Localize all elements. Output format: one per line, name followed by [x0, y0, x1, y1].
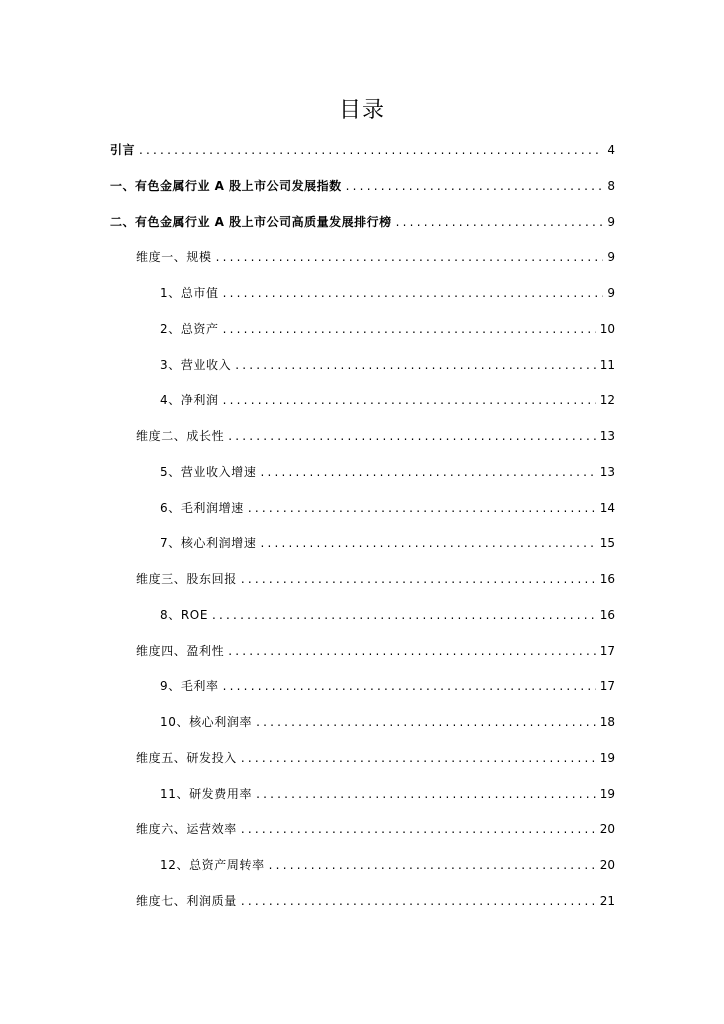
toc-entry-page-number: 19: [599, 751, 615, 765]
toc-entry-page-number: 9: [607, 215, 615, 229]
toc-entry-page-number: 10: [599, 322, 615, 336]
toc-leader-dots: [216, 248, 604, 266]
toc-entry-label: 1、总市值: [160, 286, 219, 300]
toc-entry[interactable]: [160, 284, 615, 302]
toc-entry-label: 3、营业收入: [160, 358, 232, 372]
toc-entry-label: 6、毛利润增速: [160, 501, 244, 515]
toc-entry[interactable]: [136, 642, 615, 660]
toc-leader-dots: [223, 677, 596, 695]
toc-entry-page-number: 12: [599, 393, 615, 407]
toc-leader-dots: [256, 713, 596, 731]
toc-entry-page-number: 13: [599, 429, 615, 443]
toc-leader-dots: [260, 534, 595, 552]
toc-entry-page-number: 14: [599, 501, 615, 515]
toc-leader-dots: [248, 499, 596, 517]
toc-leader-dots: [223, 320, 596, 338]
toc-entry-page-number: 20: [599, 858, 615, 872]
toc-entry-label: 维度三、股东回报: [136, 572, 237, 586]
toc-entry-page-number: 17: [599, 679, 615, 693]
toc-entry[interactable]: [160, 356, 615, 374]
toc-entry[interactable]: [136, 570, 615, 588]
toc-entry-label: 引言: [110, 143, 136, 157]
toc-entry-page-number: 20: [599, 822, 615, 836]
toc-entry-page-number: 9: [607, 286, 615, 300]
toc-leader-dots: [241, 570, 596, 588]
toc-leader-dots: [269, 856, 596, 874]
toc-entry[interactable]: [160, 499, 615, 517]
toc-entry-label: 10、核心利润率: [160, 715, 253, 729]
toc-entry-page-number: 16: [599, 572, 615, 586]
toc-entry[interactable]: [110, 177, 615, 195]
toc-leader-dots: [235, 356, 595, 374]
toc-entry-page-number: 19: [599, 787, 615, 801]
toc-title: 目录: [338, 98, 385, 123]
toc-entry[interactable]: [160, 606, 615, 624]
toc-entry-label: 维度七、利润质量: [136, 894, 237, 908]
toc-entry[interactable]: [160, 463, 615, 481]
toc-entry-label: 二、有色金属行业 A 股上市公司高质量发展排行榜: [110, 215, 392, 229]
toc-entry-page-number: 16: [599, 608, 615, 622]
toc-entry-label: 维度四、盈利性: [136, 644, 225, 658]
toc-entry-label: 维度二、成长性: [136, 429, 225, 443]
toc-leader-dots: [212, 606, 596, 624]
toc-entry[interactable]: [110, 141, 615, 159]
toc-entry[interactable]: [110, 213, 615, 231]
toc-entry-label: 12、总资产周转率: [160, 858, 265, 872]
toc-entry-label: 维度五、研发投入: [136, 751, 237, 765]
toc-entry-label: 11、研发费用率: [160, 787, 253, 801]
toc-entry-label: 维度六、运营效率: [136, 822, 237, 836]
toc-leader-dots: [241, 749, 596, 767]
toc-entry-page-number: 21: [599, 894, 615, 908]
toc-entry[interactable]: [136, 248, 615, 266]
toc-entry[interactable]: [160, 677, 615, 695]
toc-leader-dots: [228, 427, 596, 445]
toc-entry[interactable]: [160, 534, 615, 552]
toc-entry[interactable]: [160, 856, 615, 874]
toc-leader-dots: [228, 642, 596, 660]
toc-entry-page-number: 11: [599, 358, 615, 372]
toc-entry-page-number: 13: [599, 465, 615, 479]
toc-entry[interactable]: [160, 713, 615, 731]
toc-entry-label: 一、有色金属行业 A 股上市公司发展指数: [110, 179, 342, 193]
toc-leader-dots: [241, 820, 596, 838]
toc-entry-page-number: 15: [599, 536, 615, 550]
toc-entry-page-number: 8: [607, 179, 615, 193]
toc-entry[interactable]: [136, 820, 615, 838]
toc-entry-label: 5、营业收入增速: [160, 465, 257, 479]
toc-entry[interactable]: [160, 391, 615, 409]
toc-entry-label: 7、核心利润增速: [160, 536, 257, 550]
toc-entry[interactable]: [136, 749, 615, 767]
toc-leader-dots: [260, 463, 595, 481]
toc-entry-label: 9、毛利率: [160, 679, 219, 693]
toc-leader-dots: [241, 892, 596, 910]
toc-entry-page-number: 17: [599, 644, 615, 658]
toc-entry[interactable]: [136, 892, 615, 910]
toc-entry-label: 维度一、规模: [136, 250, 212, 264]
toc-entry-label: 8、ROE: [160, 608, 209, 622]
toc-entry-label: 2、总资产: [160, 322, 219, 336]
toc-entry-page-number: 9: [607, 250, 615, 264]
toc-entry[interactable]: [160, 785, 615, 803]
toc-entry[interactable]: [160, 320, 615, 338]
toc-leader-dots: [346, 177, 604, 195]
toc-leader-dots: [223, 391, 596, 409]
toc-entry-label: 4、净利润: [160, 393, 219, 407]
toc-entry[interactable]: [136, 427, 615, 445]
toc-leader-dots: [223, 284, 604, 302]
toc-entry-page-number: 4: [607, 143, 615, 157]
toc-leader-dots: [256, 785, 596, 803]
toc-leader-dots: [396, 213, 604, 231]
toc-entry-page-number: 18: [599, 715, 615, 729]
toc-leader-dots: [139, 141, 603, 159]
